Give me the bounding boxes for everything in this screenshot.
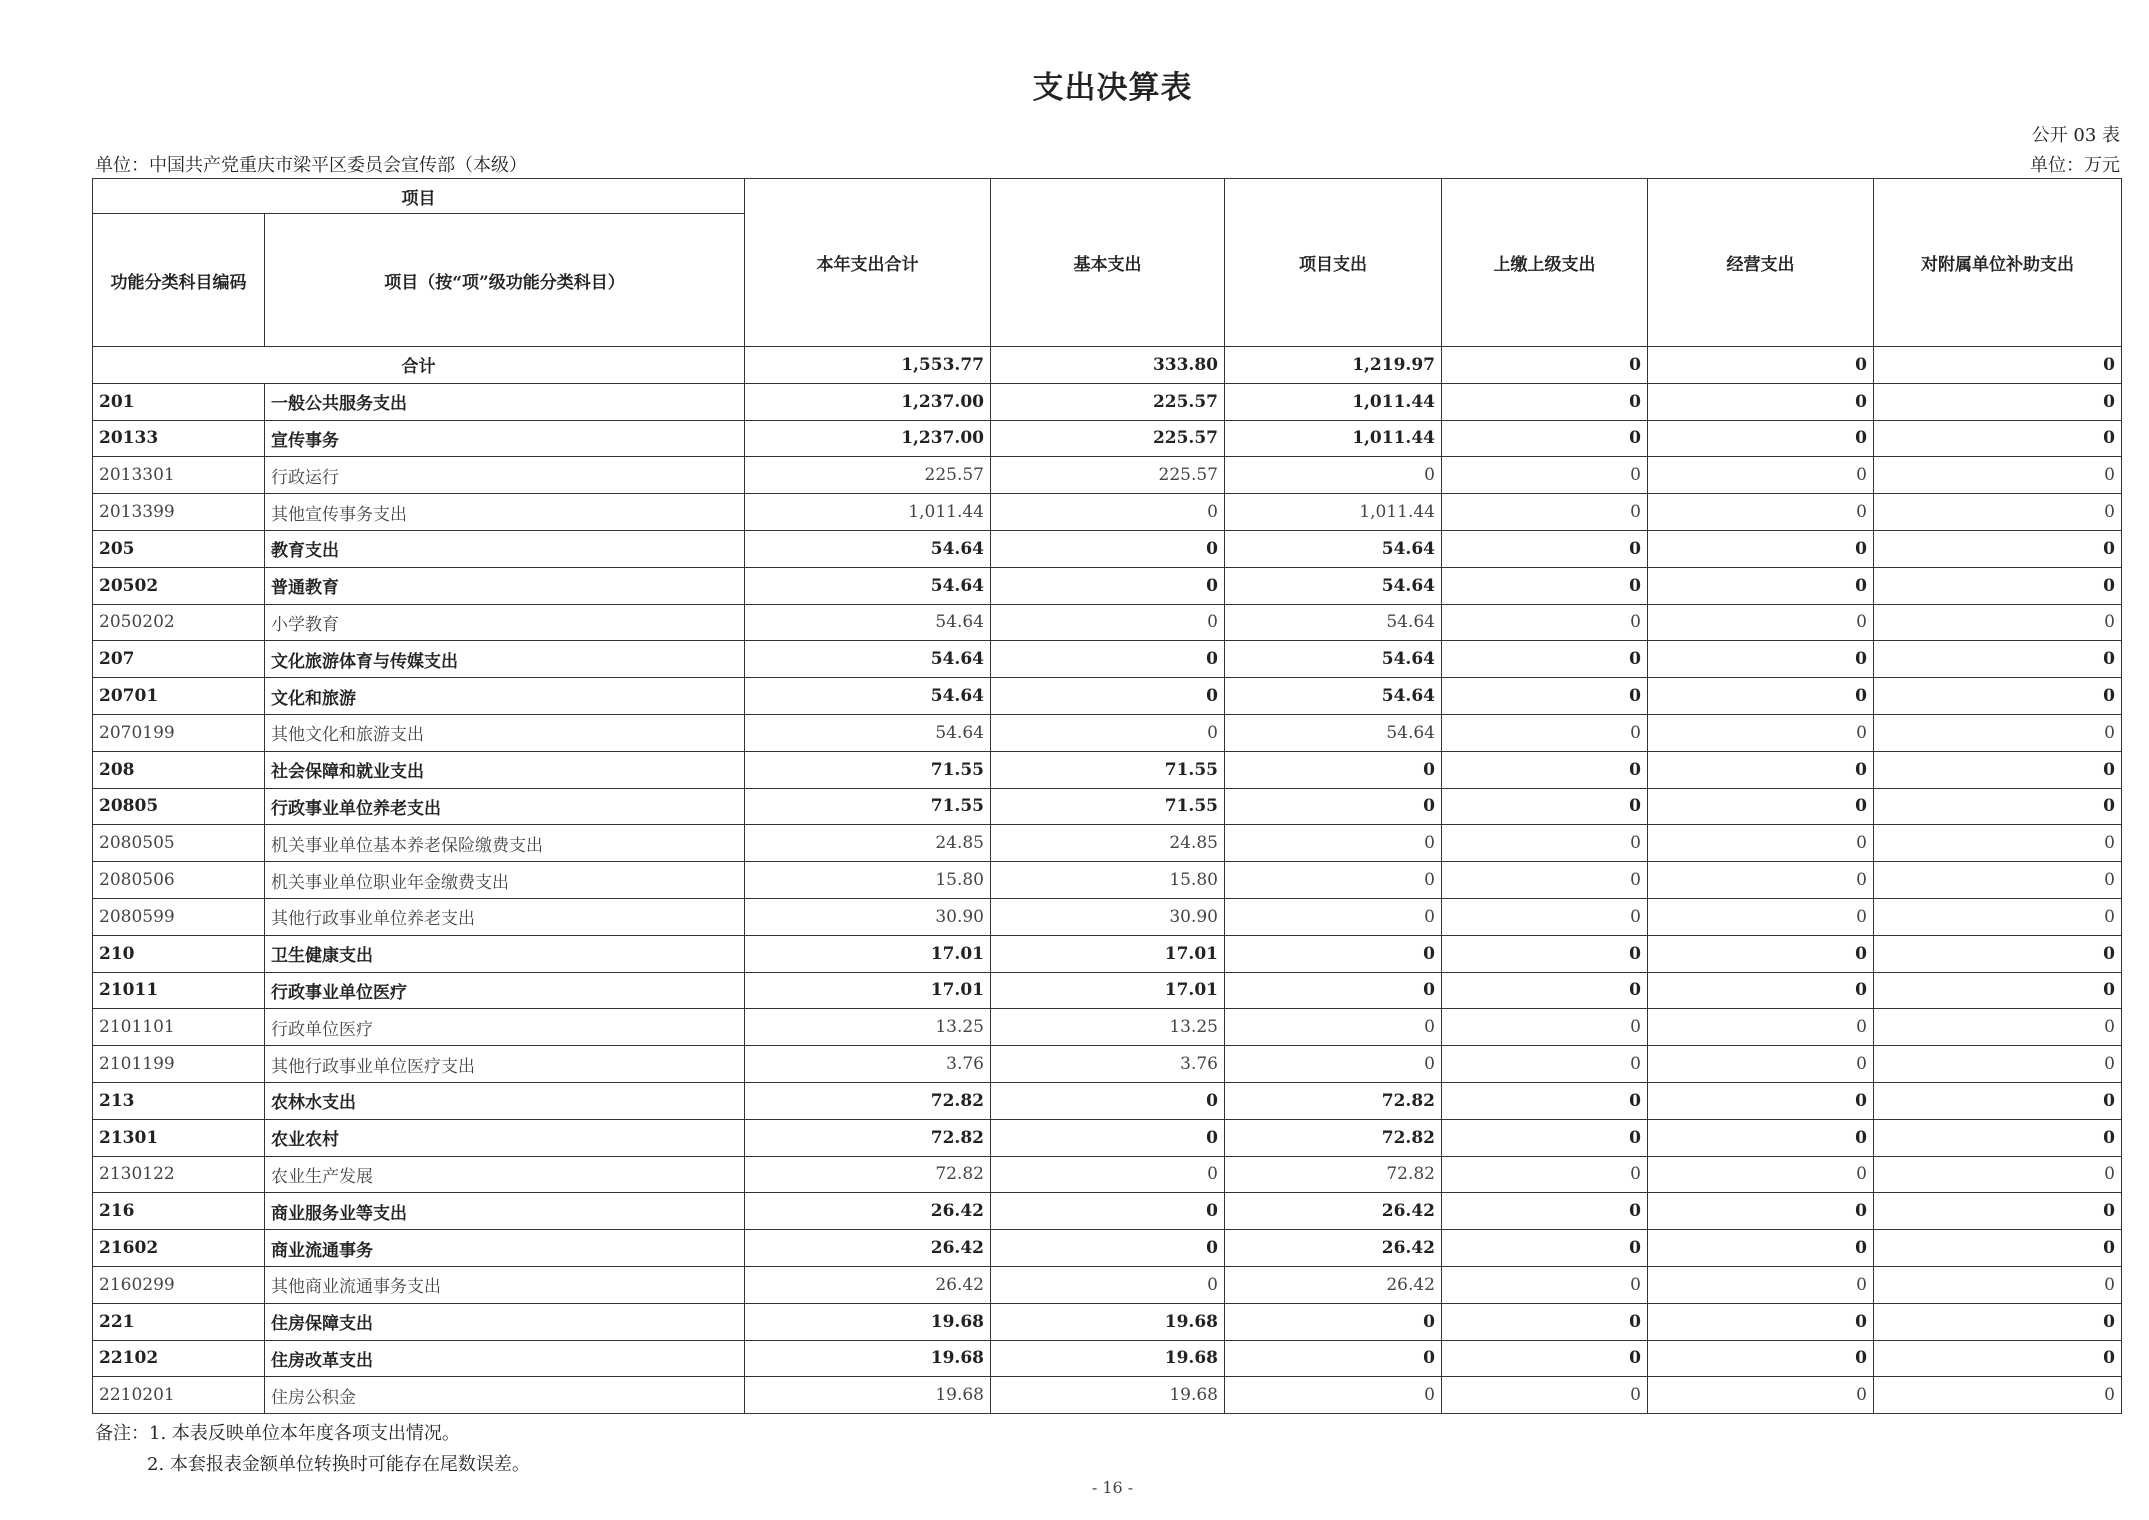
note-1: 备注：1. 本表反映单位本年度各项支出情况。	[95, 1423, 460, 1444]
code-cell: 20133	[93, 420, 265, 457]
notes	[95, 1418, 530, 1480]
amount-cell: 54.64	[745, 714, 991, 751]
amount-cell: 225.57	[991, 383, 1225, 420]
name-cell: 其他文化和旅游支出	[265, 714, 745, 751]
amount-cell: 0	[1442, 1340, 1648, 1377]
amount-cell: 0	[1648, 1377, 1874, 1414]
amount-cell: 0	[1442, 457, 1648, 494]
amount-cell: 0	[1874, 1230, 2122, 1267]
total-cell: 333.80	[991, 347, 1225, 384]
amount-cell: 0	[991, 714, 1225, 751]
amount-cell: 0	[1442, 678, 1648, 715]
code-cell: 221	[93, 1303, 265, 1340]
name-cell: 行政单位医疗	[265, 1009, 745, 1046]
code-cell: 207	[93, 641, 265, 678]
amount-cell: 19.68	[745, 1340, 991, 1377]
amount-cell: 3.76	[991, 1046, 1225, 1083]
code-cell: 201	[93, 383, 265, 420]
amount-cell: 54.64	[1225, 678, 1442, 715]
amount-cell: 0	[1648, 530, 1874, 567]
amount-cell: 72.82	[1225, 1082, 1442, 1119]
amount-cell: 1,237.00	[745, 383, 991, 420]
name-cell: 其他宣传事务支出	[265, 494, 745, 531]
amount-cell: 13.25	[745, 1009, 991, 1046]
name-cell: 普通教育	[265, 567, 745, 604]
amount-cell: 54.64	[1225, 604, 1442, 641]
amount-cell: 54.64	[745, 641, 991, 678]
amount-cell: 0	[1225, 1046, 1442, 1083]
amount-cell: 0	[1874, 494, 2122, 531]
expenditure-table	[92, 178, 2122, 1414]
page-number: - 16 -	[1091, 1478, 1134, 1497]
amount-cell: 0	[1648, 567, 1874, 604]
amount-cell: 54.64	[1225, 567, 1442, 604]
amount-cell: 0	[1648, 751, 1874, 788]
amount-cell: 54.64	[1225, 641, 1442, 678]
amount-cell: 0	[991, 641, 1225, 678]
amount-cell: 71.55	[745, 788, 991, 825]
name-cell: 文化和旅游	[265, 678, 745, 715]
note-2: 2. 本套报表金额单位转换时可能存在尾数误差。	[147, 1454, 530, 1475]
amount-cell: 17.01	[991, 935, 1225, 972]
name-cell: 机关事业单位基本养老保险缴费支出	[265, 825, 745, 862]
amount-cell: 19.68	[745, 1303, 991, 1340]
amount-cell: 0	[1442, 530, 1648, 567]
amount-cell: 0	[1442, 714, 1648, 751]
amount-cell: 71.55	[991, 788, 1225, 825]
table-row	[93, 1266, 2122, 1303]
name-cell: 宣传事务	[265, 420, 745, 457]
code-cell: 2080505	[93, 825, 265, 862]
amount-cell: 26.42	[1225, 1230, 1442, 1267]
amount-cell: 0	[1874, 714, 2122, 751]
amount-cell: 0	[1648, 1340, 1874, 1377]
amount-cell: 24.85	[991, 825, 1225, 862]
amount-cell: 0	[991, 1156, 1225, 1193]
amount-cell: 0	[1442, 1009, 1648, 1046]
name-cell: 机关事业单位职业年金缴费支出	[265, 862, 745, 899]
amount-cell: 1,011.44	[1225, 383, 1442, 420]
table-row	[93, 567, 2122, 604]
code-cell: 21602	[93, 1230, 265, 1267]
code-cell: 20701	[93, 678, 265, 715]
amount-cell: 54.64	[745, 678, 991, 715]
amount-cell: 0	[1874, 1119, 2122, 1156]
table-row	[93, 457, 2122, 494]
amount-cell: 225.57	[745, 457, 991, 494]
amount-cell: 0	[1874, 641, 2122, 678]
amount-cell: 0	[1442, 862, 1648, 899]
amount-cell: 0	[991, 1082, 1225, 1119]
code-cell: 21011	[93, 972, 265, 1009]
table-row	[93, 1046, 2122, 1083]
amount-cell: 72.82	[745, 1119, 991, 1156]
table-row	[93, 1303, 2122, 1340]
name-cell: 商业服务业等支出	[265, 1193, 745, 1230]
amount-cell: 0	[1874, 530, 2122, 567]
name-cell: 住房保障支出	[265, 1303, 745, 1340]
amount-cell: 0	[1874, 825, 2122, 862]
amount-cell: 0	[1874, 935, 2122, 972]
currency-unit: 单位：万元	[2030, 155, 2120, 176]
amount-cell: 0	[1442, 567, 1648, 604]
amount-cell: 0	[1442, 788, 1648, 825]
amount-cell: 71.55	[745, 751, 991, 788]
table-row	[93, 898, 2122, 935]
table-row	[93, 751, 2122, 788]
amount-cell: 0	[1225, 935, 1442, 972]
name-cell: 社会保障和就业支出	[265, 751, 745, 788]
amount-cell: 0	[1648, 1266, 1874, 1303]
amount-cell: 54.64	[745, 567, 991, 604]
amount-cell: 0	[1648, 1082, 1874, 1119]
amount-cell: 72.82	[745, 1156, 991, 1193]
amount-cell: 0	[1874, 678, 2122, 715]
amount-cell: 0	[1225, 1303, 1442, 1340]
amount-cell: 0	[991, 530, 1225, 567]
amount-cell: 0	[1225, 862, 1442, 899]
page-title: 支出决算表	[1032, 70, 1193, 106]
code-cell: 20805	[93, 788, 265, 825]
amount-cell: 0	[991, 1230, 1225, 1267]
amount-cell: 0	[1442, 604, 1648, 641]
amount-cell: 0	[1874, 1303, 2122, 1340]
amount-cell: 26.42	[745, 1266, 991, 1303]
amount-cell: 26.42	[745, 1230, 991, 1267]
amount-cell: 0	[991, 604, 1225, 641]
amount-cell: 1,011.44	[1225, 494, 1442, 531]
amount-cell: 3.76	[745, 1046, 991, 1083]
total-cell: 1,219.97	[1225, 347, 1442, 384]
header-project-expenditure: 项目支出	[1225, 179, 1442, 347]
code-cell: 2070199	[93, 714, 265, 751]
amount-cell: 24.85	[745, 825, 991, 862]
header-business: 经营支出	[1648, 179, 1874, 347]
amount-cell: 0	[991, 1266, 1225, 1303]
code-cell: 2160299	[93, 1266, 265, 1303]
amount-cell: 0	[1225, 898, 1442, 935]
amount-cell: 0	[1648, 420, 1874, 457]
amount-cell: 0	[1874, 420, 2122, 457]
amount-cell: 0	[1648, 1193, 1874, 1230]
table-row	[93, 420, 2122, 457]
code-cell: 2130122	[93, 1156, 265, 1193]
amount-cell: 0	[1874, 1156, 2122, 1193]
amount-cell: 0	[1442, 383, 1648, 420]
table-row	[93, 714, 2122, 751]
table-row	[93, 1377, 2122, 1414]
amount-cell: 0	[1874, 1266, 2122, 1303]
code-cell: 213	[93, 1082, 265, 1119]
amount-cell: 0	[1648, 898, 1874, 935]
header-upper: 上缴上级支出	[1442, 179, 1648, 347]
amount-cell: 0	[1648, 383, 1874, 420]
amount-cell: 54.64	[745, 530, 991, 567]
amount-cell: 0	[1648, 825, 1874, 862]
amount-cell: 1,011.44	[1225, 420, 1442, 457]
amount-cell: 0	[1648, 714, 1874, 751]
table-row	[93, 825, 2122, 862]
code-cell: 2013399	[93, 494, 265, 531]
table-row	[93, 678, 2122, 715]
amount-cell: 0	[991, 494, 1225, 531]
table-row	[93, 1156, 2122, 1193]
table-row	[93, 972, 2122, 1009]
amount-cell: 0	[1648, 972, 1874, 1009]
amount-cell: 0	[1874, 1009, 2122, 1046]
amount-cell: 0	[1225, 788, 1442, 825]
name-cell: 农业生产发展	[265, 1156, 745, 1193]
amount-cell: 0	[1442, 1046, 1648, 1083]
code-cell: 205	[93, 530, 265, 567]
amount-cell: 0	[1648, 604, 1874, 641]
table-row	[93, 1082, 2122, 1119]
code-cell: 2101101	[93, 1009, 265, 1046]
amount-cell: 1,237.00	[745, 420, 991, 457]
code-cell: 2013301	[93, 457, 265, 494]
amount-cell: 0	[1648, 457, 1874, 494]
name-cell: 其他商业流通事务支出	[265, 1266, 745, 1303]
code-cell: 2050202	[93, 604, 265, 641]
table-row	[93, 862, 2122, 899]
total-cell: 0	[1648, 347, 1874, 384]
amount-cell: 15.80	[745, 862, 991, 899]
reporting-unit: 单位：中国共产党重庆市梁平区委员会宣传部（本级）	[95, 155, 527, 176]
header-code: 功能分类科目编码	[93, 214, 265, 347]
amount-cell: 0	[1648, 494, 1874, 531]
amount-cell: 0	[1648, 1119, 1874, 1156]
code-cell: 208	[93, 751, 265, 788]
code-cell: 2210201	[93, 1377, 265, 1414]
table-row	[93, 788, 2122, 825]
amount-cell: 0	[1874, 383, 2122, 420]
amount-cell: 225.57	[991, 420, 1225, 457]
name-cell: 小学教育	[265, 604, 745, 641]
code-cell: 2080599	[93, 898, 265, 935]
amount-cell: 0	[1874, 604, 2122, 641]
amount-cell: 0	[1648, 935, 1874, 972]
amount-cell: 17.01	[991, 972, 1225, 1009]
amount-cell: 0	[1442, 1193, 1648, 1230]
amount-cell: 0	[1442, 1266, 1648, 1303]
name-cell: 住房公积金	[265, 1377, 745, 1414]
amount-cell: 19.68	[991, 1377, 1225, 1414]
code-cell: 210	[93, 935, 265, 972]
amount-cell: 0	[1442, 641, 1648, 678]
table-row	[93, 1119, 2122, 1156]
amount-cell: 0	[991, 678, 1225, 715]
name-cell: 住房改革支出	[265, 1340, 745, 1377]
amount-cell: 0	[1225, 1377, 1442, 1414]
table-row	[93, 530, 2122, 567]
header-project: 项目	[93, 179, 745, 214]
total-cell: 1,553.77	[745, 347, 991, 384]
table-row	[93, 1230, 2122, 1267]
amount-cell: 0	[991, 1119, 1225, 1156]
name-cell: 商业流通事务	[265, 1230, 745, 1267]
code-cell: 2080506	[93, 862, 265, 899]
amount-cell: 0	[1225, 457, 1442, 494]
amount-cell: 0	[991, 567, 1225, 604]
name-cell: 其他行政事业单位养老支出	[265, 898, 745, 935]
name-cell: 其他行政事业单位医疗支出	[265, 1046, 745, 1083]
table-row	[93, 641, 2122, 678]
amount-cell: 30.90	[991, 898, 1225, 935]
name-cell: 卫生健康支出	[265, 935, 745, 972]
header-name: 项目（按“项”级功能分类科目）	[265, 214, 745, 347]
amount-cell: 0	[1442, 898, 1648, 935]
total-cell: 0	[1442, 347, 1648, 384]
amount-cell: 225.57	[991, 457, 1225, 494]
amount-cell: 0	[1648, 1009, 1874, 1046]
amount-cell: 0	[1874, 567, 2122, 604]
name-cell: 行政运行	[265, 457, 745, 494]
total-label: 合计	[93, 347, 745, 384]
amount-cell: 17.01	[745, 935, 991, 972]
amount-cell: 0	[1225, 1009, 1442, 1046]
name-cell: 行政事业单位养老支出	[265, 788, 745, 825]
amount-cell: 26.42	[745, 1193, 991, 1230]
name-cell: 一般公共服务支出	[265, 383, 745, 420]
amount-cell: 0	[1442, 1377, 1648, 1414]
amount-cell: 0	[1442, 751, 1648, 788]
amount-cell: 0	[1874, 1340, 2122, 1377]
amount-cell: 0	[1874, 788, 2122, 825]
amount-cell: 0	[1442, 1156, 1648, 1193]
amount-cell: 0	[1442, 1303, 1648, 1340]
form-number: 公开 03 表	[2031, 125, 2120, 146]
amount-cell: 0	[1442, 1119, 1648, 1156]
amount-cell: 0	[1874, 1082, 2122, 1119]
amount-cell: 0	[1874, 1193, 2122, 1230]
table-row	[93, 1193, 2122, 1230]
amount-cell: 72.82	[1225, 1119, 1442, 1156]
amount-cell: 19.68	[745, 1377, 991, 1414]
amount-cell: 0	[1648, 678, 1874, 715]
amount-cell: 26.42	[1225, 1266, 1442, 1303]
amount-cell: 0	[1648, 788, 1874, 825]
name-cell: 农林水支出	[265, 1082, 745, 1119]
amount-cell: 0	[991, 1193, 1225, 1230]
amount-cell: 0	[1442, 1082, 1648, 1119]
amount-cell: 17.01	[745, 972, 991, 1009]
amount-cell: 0	[1225, 972, 1442, 1009]
table-row	[93, 1009, 2122, 1046]
amount-cell: 0	[1648, 1046, 1874, 1083]
header-basic: 基本支出	[991, 179, 1225, 347]
amount-cell: 0	[1874, 862, 2122, 899]
amount-cell: 19.68	[991, 1340, 1225, 1377]
amount-cell: 13.25	[991, 1009, 1225, 1046]
total-cell: 0	[1874, 347, 2122, 384]
total-row	[93, 347, 2122, 384]
amount-cell: 0	[1442, 935, 1648, 972]
amount-cell: 0	[1874, 457, 2122, 494]
amount-cell: 0	[1442, 420, 1648, 457]
amount-cell: 54.64	[1225, 530, 1442, 567]
table-row	[93, 383, 2122, 420]
header-total: 本年支出合计	[745, 179, 991, 347]
name-cell: 文化旅游体育与传媒支出	[265, 641, 745, 678]
amount-cell: 0	[1442, 1230, 1648, 1267]
amount-cell: 0	[1442, 972, 1648, 1009]
amount-cell: 54.64	[1225, 714, 1442, 751]
amount-cell: 0	[1225, 825, 1442, 862]
table-row	[93, 1340, 2122, 1377]
amount-cell: 0	[1648, 862, 1874, 899]
amount-cell: 0	[1648, 1156, 1874, 1193]
amount-cell: 19.68	[991, 1303, 1225, 1340]
amount-cell: 0	[1874, 972, 2122, 1009]
amount-cell: 54.64	[745, 604, 991, 641]
header-subsidy: 对附属单位补助支出	[1874, 179, 2122, 347]
code-cell: 20502	[93, 567, 265, 604]
amount-cell: 30.90	[745, 898, 991, 935]
code-cell: 22102	[93, 1340, 265, 1377]
name-cell: 行政事业单位医疗	[265, 972, 745, 1009]
amount-cell: 0	[1874, 898, 2122, 935]
amount-cell: 0	[1874, 1046, 2122, 1083]
table-row	[93, 935, 2122, 972]
amount-cell: 0	[1648, 1303, 1874, 1340]
amount-cell: 0	[1442, 494, 1648, 531]
amount-cell: 0	[1648, 641, 1874, 678]
amount-cell: 72.82	[1225, 1156, 1442, 1193]
amount-cell: 0	[1225, 1340, 1442, 1377]
amount-cell: 0	[1648, 1230, 1874, 1267]
code-cell: 21301	[93, 1119, 265, 1156]
amount-cell: 1,011.44	[745, 494, 991, 531]
name-cell: 农业农村	[265, 1119, 745, 1156]
table-row	[93, 604, 2122, 641]
name-cell: 教育支出	[265, 530, 745, 567]
table-row	[93, 494, 2122, 531]
amount-cell: 0	[1442, 825, 1648, 862]
amount-cell: 71.55	[991, 751, 1225, 788]
amount-cell: 72.82	[745, 1082, 991, 1119]
code-cell: 216	[93, 1193, 265, 1230]
amount-cell: 0	[1874, 751, 2122, 788]
amount-cell: 0	[1225, 751, 1442, 788]
amount-cell: 15.80	[991, 862, 1225, 899]
code-cell: 2101199	[93, 1046, 265, 1083]
amount-cell: 26.42	[1225, 1193, 1442, 1230]
amount-cell: 0	[1874, 1377, 2122, 1414]
